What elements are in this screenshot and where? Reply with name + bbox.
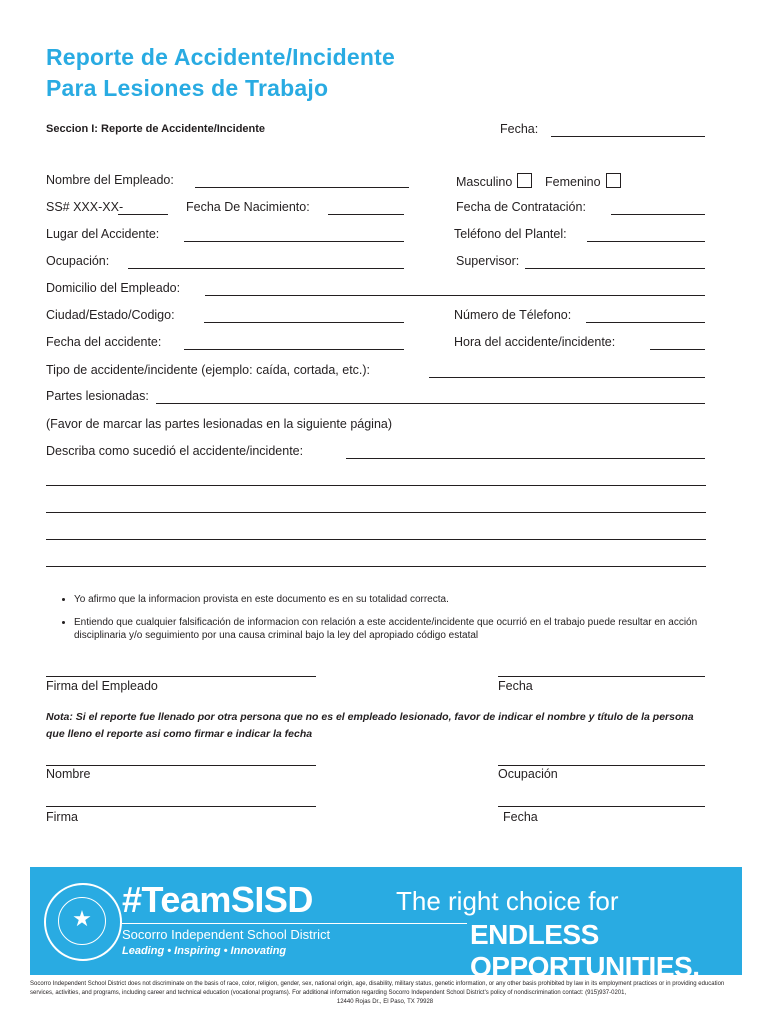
firma-label: Firma [46, 810, 78, 824]
masculino-label: Masculino [456, 175, 513, 189]
fecha-signature-label: Fecha [498, 679, 533, 693]
supervisor-field[interactable] [525, 268, 705, 269]
ciudad-field[interactable] [204, 322, 404, 323]
lugar-accidente-label: Lugar del Accidente: [46, 227, 160, 241]
footer-disclaimer [30, 980, 740, 1007]
banner-hashtag: #TeamSISD [122, 879, 313, 920]
ocupacion-sign-label: Ocupación [498, 767, 558, 781]
banner-right-line2: ENDLESS OPPORTUNITIES. [470, 919, 700, 975]
hora-accidente-field[interactable] [650, 349, 705, 350]
fecha-accidente-label: Fecha del accidente: [46, 335, 162, 349]
footer-address: 12440 Rojas Dr., El Paso, TX 79928 [336, 999, 434, 1005]
section-fecha-label: Fecha: [500, 122, 539, 136]
partes-lesionadas-label: Partes lesionadas: [46, 389, 149, 403]
ssn-field[interactable] [118, 214, 168, 215]
numero-telefono-field[interactable] [586, 322, 705, 323]
masculino-option[interactable] [456, 173, 532, 189]
fecha-nacimiento-field[interactable] [328, 214, 404, 215]
ssn-label: SS# XXX-XX- [46, 200, 124, 214]
fecha-nacimiento-label: Fecha De Nacimiento: [186, 200, 310, 214]
form-title-line1: Reporte de Accidente/Incidente [46, 44, 395, 70]
describa-field[interactable] [346, 458, 705, 459]
banner-tagline: Leading • Inspiring • Innovating [122, 945, 287, 957]
describa-label: Describa como sucedió el accidente/incidente: [46, 444, 304, 458]
section-fecha-field[interactable] [551, 136, 705, 137]
fecha-signature-line[interactable] [498, 676, 705, 677]
form-title-line2: Para Lesiones de Trabajo [46, 75, 329, 101]
banner-right-line1: The right choice for [396, 886, 619, 916]
femenino-checkbox[interactable] [606, 173, 621, 188]
ocupacion-sign-line[interactable] [498, 765, 705, 766]
partes-lesionadas-field[interactable] [156, 403, 705, 404]
ocupacion-field[interactable] [128, 268, 404, 269]
tipo-accidente-field[interactable] [429, 377, 705, 378]
firma-empleado-label: Firma del Empleado [46, 679, 158, 693]
masculino-checkbox[interactable] [517, 173, 532, 188]
femenino-label: Femenino [545, 175, 601, 189]
domicilio-label: Domicilio del Empleado: [46, 281, 181, 295]
domicilio-field[interactable] [205, 295, 705, 296]
ocupacion-label: Ocupación: [46, 254, 110, 268]
banner-district: Socorro Independent School District [122, 927, 331, 942]
banner-divider [122, 923, 467, 924]
lugar-accidente-field[interactable] [184, 241, 404, 242]
fecha-contratacion-label: Fecha de Contratación: [456, 200, 586, 214]
fecha2-label: Fecha [503, 810, 538, 824]
firma-empleado-line[interactable] [46, 676, 316, 677]
description-line-3[interactable] [46, 539, 706, 540]
nombre-label: Nombre [46, 767, 91, 781]
sisd-banner [30, 867, 742, 975]
ciudad-label: Ciudad/Estado/Codigo: [46, 308, 175, 322]
firma-line[interactable] [46, 806, 316, 807]
fecha-contratacion-field[interactable] [611, 214, 705, 215]
section-label: Seccion I: Reporte de Accidente/Incidente [46, 123, 266, 135]
nombre-line[interactable] [46, 765, 316, 766]
fecha2-line[interactable] [498, 806, 705, 807]
district-seal-icon: ★ [44, 883, 122, 961]
tipo-accidente-label: Tipo de accidente/incidente (ejemplo: caída, cortada, etc.): [46, 363, 371, 377]
description-line-1[interactable] [46, 485, 706, 486]
note-text: Nota: Si el reporte fue llenado por otra persona que no es el empleado lesionado, favor de indicar el nombre y título de la persona que lleno el reporte asi como firmar e indicar la fecha [46, 711, 694, 740]
telefono-plantel-field[interactable] [587, 241, 705, 242]
supervisor-label: Supervisor: [456, 254, 520, 268]
affirmation-2: • Entiendo que cualquier falsificación de informacion con relación a este accidente/incidente que ocurrió en el trabajo puede resultar en acción disciplinaria y/o seguimiento por una causa criminal bajo la ley del apropiado código estatal [74, 616, 714, 642]
telefono-plantel-label: Teléfono del Plantel: [454, 227, 567, 241]
affirmation-1: • Yo afirmo que la informacion provista en este documento es en su totalidad correcta. [74, 593, 714, 606]
nombre-empleado-field[interactable] [195, 187, 409, 188]
nombre-empleado-label: Nombre del Empleado: [46, 173, 174, 187]
footer-text: Socorro Independent School District does not discriminate on the basis of race, color, religion, gender, sex, national origin, age, disability, military status, genetic information, or any other basis prohibited by law in its employment practices or in providing education services, activities, and programs, including career and technical education (vocational programs). For additional information regarding Socorro Independent School District's policy of nondiscrimination contact: (915)937-0201, [30, 981, 725, 996]
hora-accidente-label: Hora del accidente/incidente: [454, 335, 616, 349]
description-line-4[interactable] [46, 566, 706, 567]
affirmations-list [60, 593, 714, 652]
favor-marcar-note: (Favor de marcar las partes lesionadas en la siguiente página) [46, 417, 393, 431]
fecha-accidente-field[interactable] [184, 349, 404, 350]
description-line-2[interactable] [46, 512, 706, 513]
numero-telefono-label: Número de Télefono: [454, 308, 572, 322]
femenino-option[interactable] [545, 173, 621, 189]
